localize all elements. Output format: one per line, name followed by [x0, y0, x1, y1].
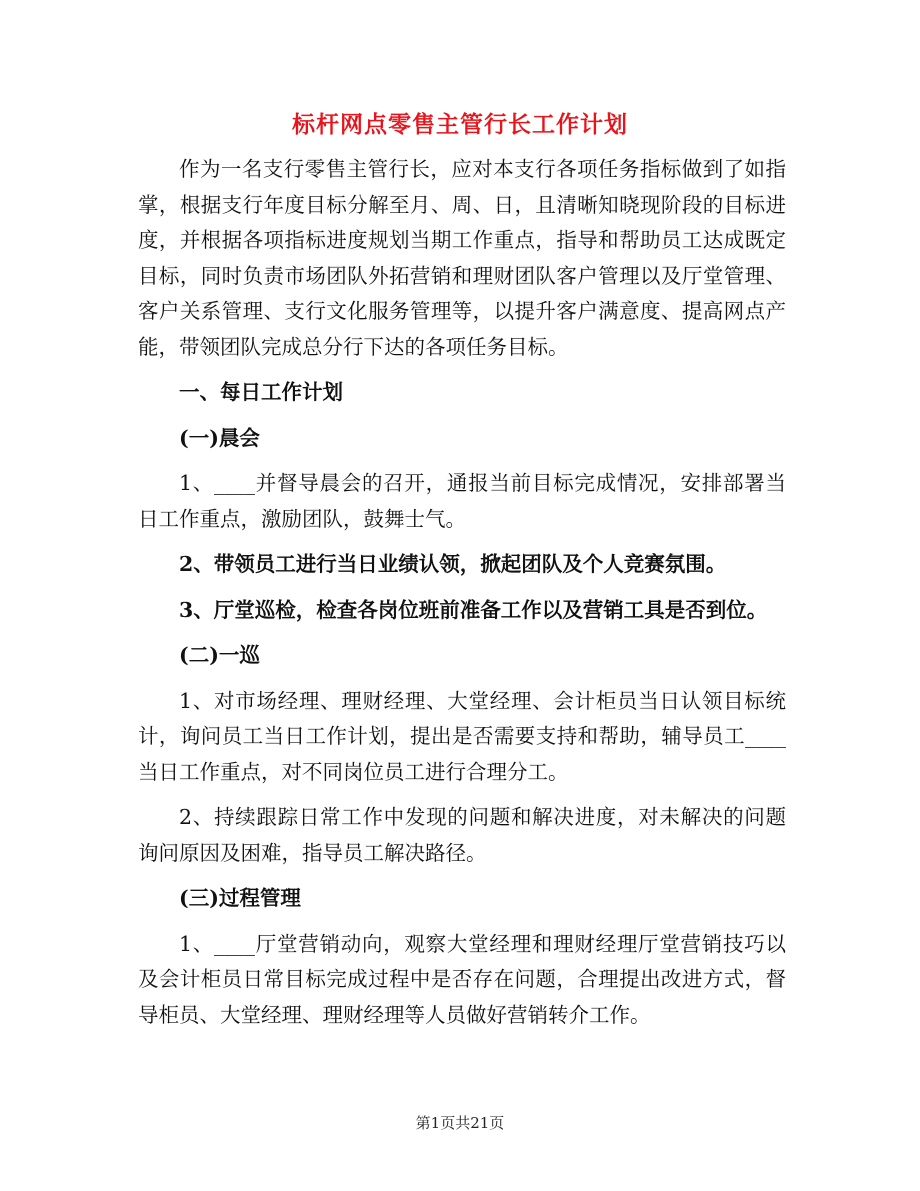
intro-paragraph: 作为一名支行零售主管行长，应对本支行各项任务指标做到了如指掌，根据支行年度目标分解至月、周、日，且清晰知晓现阶段的目标进度，并根据各项指标进度规划当期工作重点，指导和帮助员工达成既定目标，同时负责市场团队外拓营销和理财团队客户管理以及厅堂管理、客户关系管理、支行文化服务管理等，以提升客户满意度、提高网点产能，带领团队完成总分行下达的各项任务目标。: [138, 157, 786, 359]
document-body: [138, 152, 786, 1033]
list-item: 1、____并督导晨会的召开，通报当前目标完成情况，安排部署当日工作重点，激励团队，鼓舞士气。: [138, 471, 786, 531]
list-item: 3、厅堂巡检，检查各岗位班前准备工作以及营销工具是否到位。: [179, 597, 768, 622]
subsection-heading-first-patrol: (二)一巡: [179, 643, 260, 667]
list-item: 2、带领员工进行当日业绩认领，掀起团队及个人竞赛氛围。: [179, 552, 727, 576]
document-title: 标杆网点零售主管行长工作计划: [292, 111, 628, 138]
page-number: 第1页共21页: [415, 1114, 505, 1132]
list-item: 2、持续跟踪日常工作中发现的问题和解决进度，对未解决的问题询问原因及困难，指导员工解决路径。: [138, 805, 786, 865]
subsection-heading-morning-meeting: (一)晨会: [179, 425, 260, 450]
subsection-heading-process-management: (三)过程管理: [179, 886, 301, 910]
list-item: 1、____厅堂营销动向，观察大堂经理和理财经理厅堂营销技巧以及会计柜员日常目标完成过程中是否存在问题，合理提出改进方式，督导柜员、大堂经理、理财经理等人员做好营销转介工作。: [138, 931, 786, 1027]
list-item: 1、对市场经理、理财经理、大堂经理、会计柜员当日认领目标统计，询问员工当日工作计划，提出是否需要支持和帮助，辅导员工____当日工作重点，对不同岗位员工进行合理分工。: [138, 688, 786, 784]
section-heading-daily-plan: 一、每日工作计划: [179, 380, 343, 404]
